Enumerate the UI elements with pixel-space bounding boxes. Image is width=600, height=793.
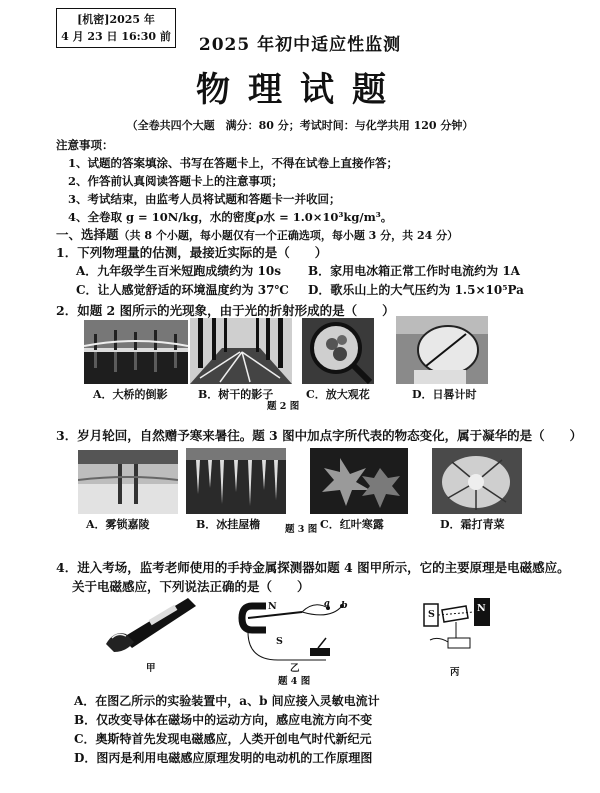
q3-option-c: C．红叶寒露 xyxy=(320,518,384,531)
tree-shadow-photo xyxy=(190,318,292,384)
page-title: 物理试题 xyxy=(196,70,404,110)
section-title xyxy=(56,225,458,243)
question-2-stem: 2．如题 2 图所示的光现象，由于光的折射形成的是（ ） xyxy=(56,303,395,318)
induction-apparatus-drawing xyxy=(238,598,356,664)
section-label: 一、选择题 xyxy=(56,227,119,242)
note-item: 3、考试结束，由监考人员将试题和答题卡一并收回； xyxy=(68,192,341,206)
exam-meta: （全卷共四个大题 满分：80 分；考试时间：与化学共用 120 分钟） xyxy=(126,119,474,132)
q4-option-c: C．奥斯特首先发现电磁感应，人类开创电气时代新纪元 xyxy=(74,732,372,746)
note-item: 2、作答前认真阅读答题卡上的注意事项； xyxy=(68,174,283,188)
note-item: 1、试题的答案填涂、书写在答题卡上，不得在试卷上直接作答； xyxy=(68,156,398,170)
terminal-b-label: b xyxy=(341,600,348,611)
terminal-a-label: a xyxy=(324,598,331,609)
q1-option-d: D．歌乐山上的大气压约为 1.5×10⁵Pa xyxy=(308,283,524,297)
q1-option-b: B．家用电冰箱正常工作时电流约为 1A xyxy=(308,264,520,278)
figure-yi-label: 乙 xyxy=(290,663,300,674)
question-3-stem: 3．岁月轮回，自然赠予寒来暑往。题 3 图中加点字所代表的物态变化，属于凝华的是（ ） xyxy=(56,428,583,443)
notes-title: 注意事项： xyxy=(56,138,114,152)
figure-4-caption: 题 4 图 xyxy=(278,676,311,687)
q3-option-d: D．霜打青菜 xyxy=(440,518,505,531)
q1-option-c: C．让人感觉舒适的环境温度约为 37℃ xyxy=(76,283,289,297)
bridge-reflection-photo xyxy=(84,320,188,384)
fog-river-photo xyxy=(78,450,178,514)
magnifier-flower-photo xyxy=(302,318,374,384)
question-4-stem-line2: 关于电磁感应，下列说法正确的是（ ） xyxy=(72,579,310,594)
secret-line-2: 4 月 23 日 16:30 前 xyxy=(61,30,171,43)
motor-n-label: N xyxy=(477,603,486,614)
red-leaves-photo xyxy=(310,448,408,514)
q4-option-b: B．仅改变导体在磁场中的运动方向，感应电流方向不变 xyxy=(74,713,373,727)
exam-name: 2025 年初中适应性监测 xyxy=(198,35,402,55)
q4-option-d: D．图丙是利用电磁感应原理发明的电动机的工作原理图 xyxy=(74,751,373,765)
q2-option-a: A．大桥的倒影 xyxy=(93,388,168,401)
metal-detector-drawing xyxy=(104,594,200,652)
figure-3-caption: 题 3 图 xyxy=(285,524,318,535)
q3-option-a: A．雾锁嘉陵 xyxy=(86,518,150,531)
q2-option-c: C．放大观花 xyxy=(306,388,370,401)
q2-option-d: D．日晷计时 xyxy=(412,388,477,401)
q1-option-a: A．九年级学生百米短跑成绩约为 10s xyxy=(76,264,281,278)
frost-vegetable-photo xyxy=(432,448,522,514)
icicle-eaves-photo xyxy=(186,448,286,514)
figure-bing-label: 丙 xyxy=(450,667,460,678)
q2-option-b: B．树干的影子 xyxy=(198,388,274,401)
q4-option-a: A．在图乙所示的实验装置中，a、b 间应接入灵敏电流计 xyxy=(74,694,380,708)
question-4-stem-line1: 4．进入考场，监考老师使用的手持金属探测器如题 4 图甲所示，它的主要原理是电磁感应。 xyxy=(56,560,570,575)
sundial-photo xyxy=(396,316,488,384)
secret-line-1: [机密]2025 年 xyxy=(77,13,155,26)
note-item: 4、全卷取 g = 10N/kg，水的密度ρ水 = 1.0×10³kg/m³。 xyxy=(68,210,393,224)
question-1-stem: 1．下列物理量的估测，最接近实际的是（ ） xyxy=(56,245,328,260)
figure-2-caption: 题 2 图 xyxy=(267,401,300,412)
motor-s-label: S xyxy=(428,609,435,620)
figure-jia-label: 甲 xyxy=(146,663,156,674)
section-desc: （共 8 个小题，每小题仅有一个正确选项，每小题 3 分，共 24 分） xyxy=(118,229,459,242)
magnet-s-label: S xyxy=(276,636,283,647)
q3-option-b: B．冰挂屋檐 xyxy=(196,518,261,531)
magnet-n-label: N xyxy=(268,601,277,612)
